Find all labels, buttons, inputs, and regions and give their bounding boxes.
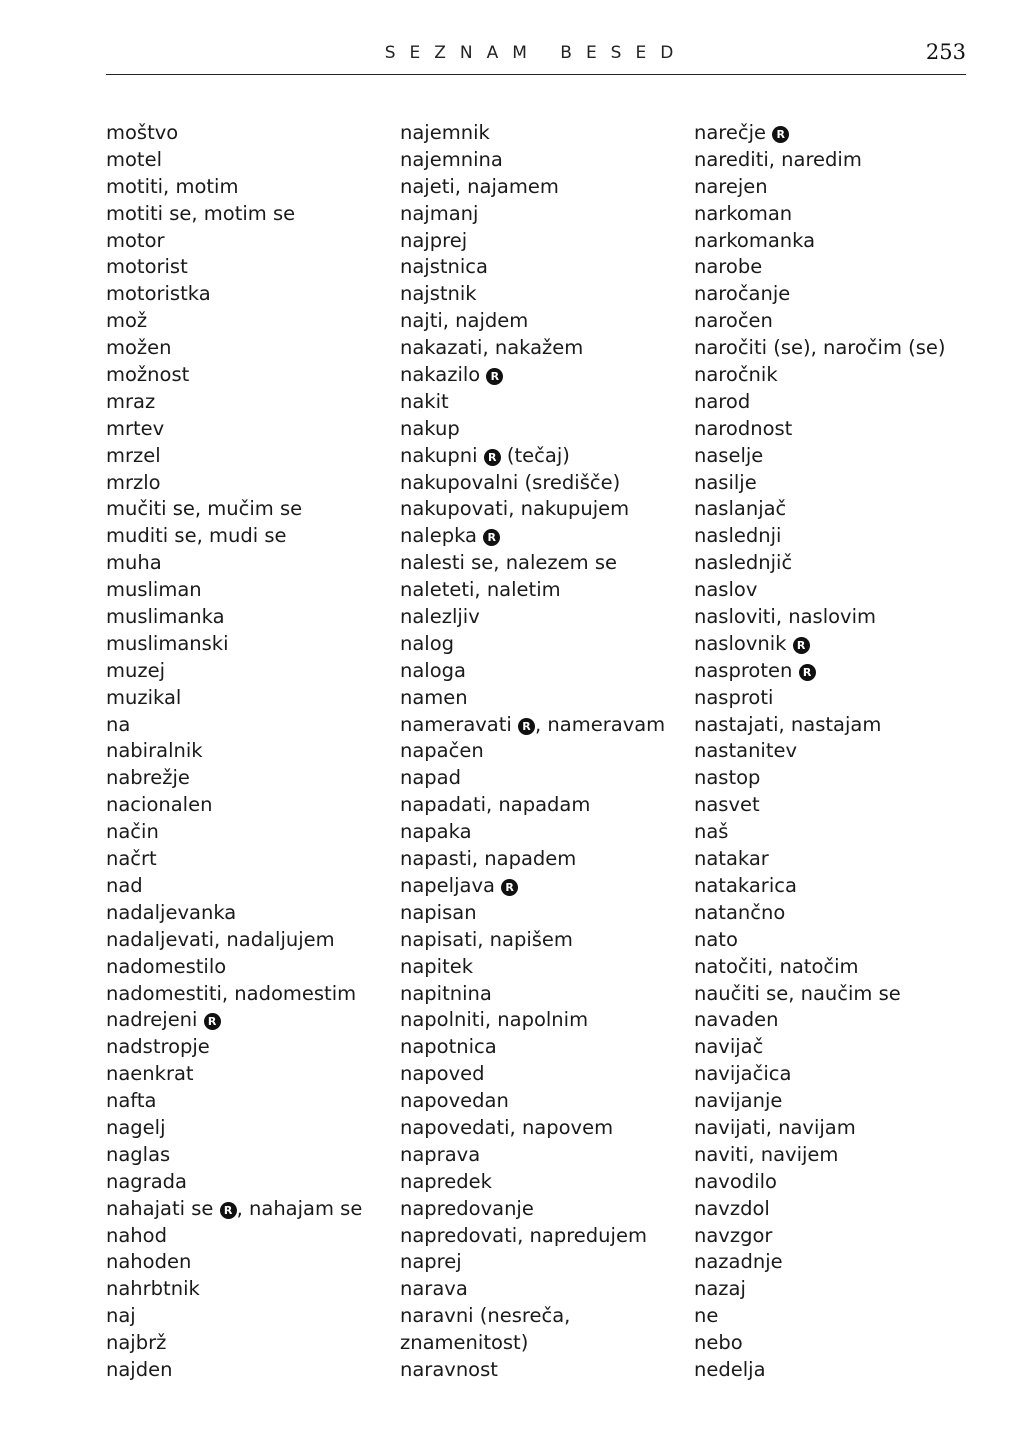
word-entry: napaka	[400, 820, 472, 844]
word-entry: naslanjač	[694, 497, 787, 521]
word-entry: možen	[106, 336, 172, 360]
word-entry: naenkrat	[106, 1062, 194, 1086]
word-entry: najti, najdem	[400, 309, 529, 333]
word-entry: nad	[106, 873, 143, 897]
word-entry: nalesti se, nalezem se	[400, 551, 618, 575]
word-entry: nakit	[400, 389, 449, 413]
word-entry: narod	[694, 389, 751, 413]
register-mark-icon: R	[799, 664, 816, 681]
word-entry: mrzlo	[106, 470, 161, 494]
word-entry: nacionalen	[106, 793, 213, 817]
word-entry: nakupni R (tečaj)	[400, 443, 570, 467]
word-entry: naročnik	[694, 363, 778, 387]
word-entry: nalepka R	[400, 523, 665, 550]
word-entry: napredovati, napredujem	[400, 1223, 647, 1247]
word-entry: nafta	[106, 1089, 157, 1113]
word-entry: nasproti	[694, 685, 774, 709]
word-entry: nahrbtnik	[106, 1277, 200, 1301]
word-entry: napredovanje	[400, 1196, 534, 1220]
word-entry: napačen	[400, 739, 484, 763]
word-entry: naloga	[400, 658, 466, 682]
word-entry: navaden	[694, 1008, 779, 1032]
word-entry: naslednjič	[694, 551, 793, 575]
word-entry: narejen	[694, 174, 768, 198]
word-entry: nabrežje	[106, 766, 190, 790]
word-entry: naročiti (se), naročim (se)	[694, 336, 946, 360]
register-mark-icon: R	[220, 1202, 237, 1219]
word-entry: nalog	[400, 631, 455, 655]
word-entry: napitnina	[400, 981, 492, 1005]
word-entry: navijač	[694, 1035, 764, 1059]
word-entry: motorist	[106, 255, 188, 279]
word-entry: namen	[400, 685, 468, 709]
word-entry: nadstropje	[106, 1035, 210, 1059]
word-entry: napovedati, napovem	[400, 1115, 614, 1139]
register-mark-icon: R	[484, 449, 501, 466]
word-entry: muzej	[106, 658, 166, 682]
word-entry: nameravati R , nameravam	[400, 712, 666, 736]
word-entry: naš	[694, 820, 729, 844]
word-entry: naprava	[400, 1142, 481, 1166]
register-mark-icon: R	[772, 126, 789, 143]
word-entry: nazaj	[694, 1277, 746, 1301]
word-entry: napovedan	[400, 1089, 509, 1113]
word-entry: napisati, napišem	[400, 927, 573, 951]
word-entry: napasti, napadem	[400, 847, 577, 871]
word-entry: nazadnje	[694, 1250, 783, 1274]
register-mark-icon: R	[501, 879, 518, 896]
word-entry: navzdol	[694, 1196, 770, 1220]
word-entry: napolniti, napolnim	[400, 1008, 589, 1032]
word-entry: nadomestilo	[106, 954, 227, 978]
register-mark-icon: R	[518, 718, 535, 735]
word-entry: najstnica	[400, 255, 488, 279]
word-entry: naučiti se, naučim se	[694, 981, 901, 1005]
word-entry: nastajati, nastajam	[694, 712, 882, 736]
word-entry: nasilje	[694, 470, 757, 494]
word-entry: nastop	[694, 766, 761, 790]
register-mark-icon: R	[793, 637, 810, 654]
word-entry: motoristka	[106, 282, 211, 306]
word-entry: naročen	[694, 309, 773, 333]
word-entry: napredek	[400, 1169, 492, 1193]
word-entry: nadaljevati, nadaljujem	[106, 927, 335, 951]
word-entry: navodilo	[694, 1169, 777, 1193]
word-entry: narečje R	[694, 120, 946, 147]
word-entry: nadomestiti, nadomestim	[106, 981, 357, 1005]
word-entry: naslednji	[694, 524, 782, 548]
word-entry: narobe	[694, 255, 763, 279]
word-entry: na	[106, 712, 131, 736]
word-entry: znamenitost)	[400, 1331, 529, 1355]
word-column-3	[694, 120, 946, 1384]
word-entry: navijačica	[694, 1062, 792, 1086]
word-entry: nagelj	[106, 1115, 166, 1139]
word-entry: napad	[400, 766, 462, 790]
word-entry: nasproten R	[694, 658, 946, 685]
word-entry: naj	[106, 1304, 136, 1328]
word-entry: natočiti, natočim	[694, 954, 859, 978]
word-entry: naročanje	[694, 282, 791, 306]
word-entry: ne	[694, 1304, 719, 1328]
register-mark-icon: R	[483, 529, 500, 546]
word-entry: nasloviti, naslovim	[694, 605, 877, 629]
word-entry: nakazilo R	[400, 362, 665, 389]
word-entry: napeljava R	[400, 873, 665, 900]
word-entry: narkoman	[694, 201, 793, 225]
word-entry: naleteti, naletim	[400, 578, 561, 602]
running-title: SEZNAM BESED	[384, 43, 688, 63]
word-column-1	[106, 120, 362, 1384]
word-entry: naslov	[694, 578, 758, 602]
word-entry: natakarica	[694, 873, 797, 897]
word-entry: muslimanski	[106, 631, 229, 655]
word-entry: narava	[400, 1277, 468, 1301]
word-entry: naprej	[400, 1250, 462, 1274]
word-entry: najemnina	[400, 147, 503, 171]
word-entry: nakupovalni (središče)	[400, 470, 621, 494]
word-entry: nahod	[106, 1223, 167, 1247]
word-entry: najbrž	[106, 1331, 167, 1355]
word-entry: napisan	[400, 900, 477, 924]
word-entry: nalezljiv	[400, 605, 480, 629]
word-entry: nastanitev	[694, 739, 798, 763]
word-entry: naravnost	[400, 1357, 498, 1381]
word-entry: najprej	[400, 228, 468, 252]
word-entry: najstnik	[400, 282, 477, 306]
register-mark-icon: R	[204, 1013, 221, 1030]
word-entry: naviti, navijem	[694, 1142, 839, 1166]
word-entry: nahajati se R , nahajam se	[106, 1196, 363, 1220]
word-entry: narodnost	[694, 416, 793, 440]
word-entry: nedelja	[694, 1357, 766, 1381]
word-entry: nadrejeni R	[106, 1007, 362, 1034]
word-entry: natakar	[694, 847, 769, 871]
word-entry: naravni (nesreča,	[400, 1304, 571, 1328]
word-entry: muha	[106, 551, 162, 575]
word-entry: mučiti se, mučim se	[106, 497, 303, 521]
word-entry: moštvo	[106, 121, 179, 144]
word-entry: muslimanka	[106, 605, 225, 629]
word-entry: motor	[106, 228, 165, 252]
word-entry: nakazati, nakažem	[400, 336, 584, 360]
word-entry: narediti, naredim	[694, 147, 862, 171]
word-entry: nebo	[694, 1331, 743, 1355]
word-entry: nato	[694, 927, 738, 951]
word-entry: motiti se, motim se	[106, 201, 296, 225]
word-entry: naselje	[694, 443, 764, 467]
word-entry: napoved	[400, 1062, 485, 1086]
word-entry: naglas	[106, 1142, 171, 1166]
word-column-2	[400, 120, 665, 1384]
page-header	[106, 0, 966, 75]
word-entry: navzgor	[694, 1223, 773, 1247]
word-entry: najden	[106, 1357, 173, 1381]
word-entry: napotnica	[400, 1035, 497, 1059]
word-entry: možnost	[106, 363, 190, 387]
word-entry: mož	[106, 309, 148, 333]
word-entry: navijati, navijam	[694, 1115, 856, 1139]
word-entry: nakup	[400, 416, 460, 440]
word-entry: muditi se, mudi se	[106, 524, 287, 548]
word-entry: nagrada	[106, 1169, 187, 1193]
page-number: 253	[925, 40, 966, 64]
word-entry: mraz	[106, 389, 156, 413]
word-entry: nabiralnik	[106, 739, 203, 763]
word-entry: nakupovati, nakupujem	[400, 497, 630, 521]
word-entry: navijanje	[694, 1089, 783, 1113]
word-entry: najmanj	[400, 201, 479, 225]
word-entry: načrt	[106, 847, 157, 871]
word-entry: nahoden	[106, 1250, 192, 1274]
word-entry: najeti, najamem	[400, 174, 559, 198]
word-entry: napitek	[400, 954, 474, 978]
word-entry: motiti, motim	[106, 174, 239, 198]
word-entry: natančno	[694, 900, 786, 924]
word-entry: mrtev	[106, 416, 165, 440]
word-entry: motel	[106, 147, 162, 171]
word-entry: najemnik	[400, 121, 490, 144]
word-entry: nadaljevanka	[106, 900, 237, 924]
word-entry: muzikal	[106, 685, 182, 709]
word-entry: način	[106, 820, 159, 844]
word-entry: napadati, napadam	[400, 793, 591, 817]
word-entry: musliman	[106, 578, 202, 602]
word-entry: mrzel	[106, 443, 161, 467]
word-entry: naslovnik R	[694, 631, 946, 658]
word-entry: nasvet	[694, 793, 760, 817]
register-mark-icon: R	[486, 368, 503, 385]
word-entry: narkomanka	[694, 228, 816, 252]
